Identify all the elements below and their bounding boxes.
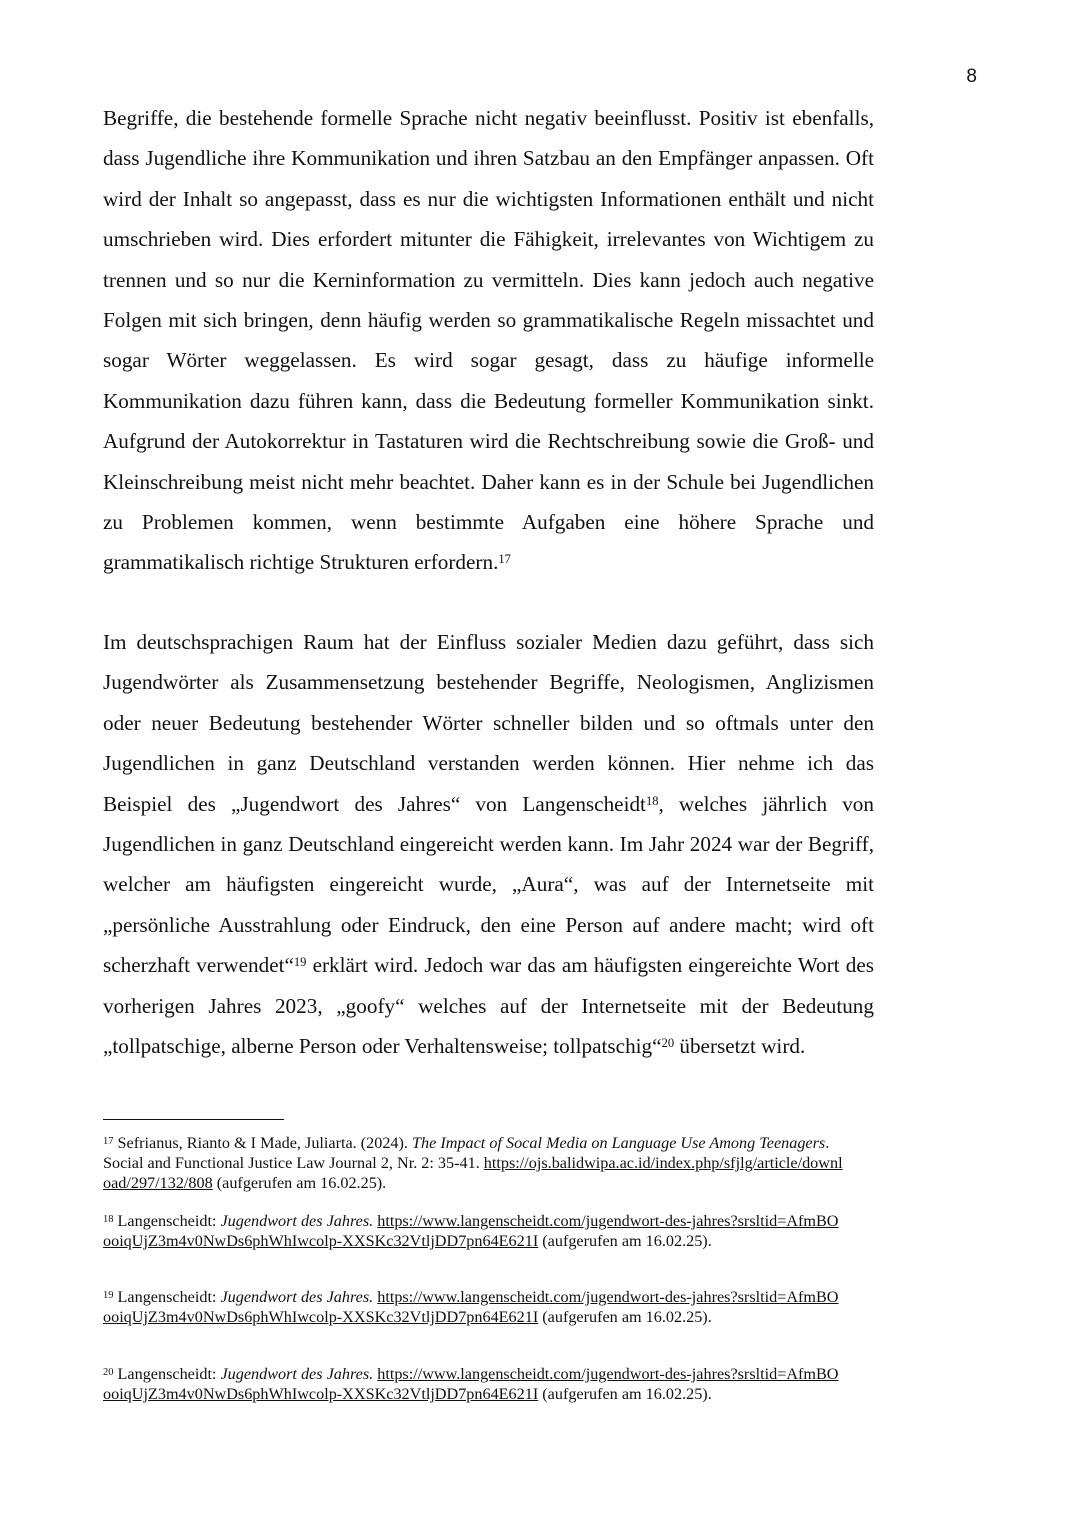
footnote-reference[interactable]: 20 bbox=[661, 1036, 675, 1051]
footnote-author: Langenscheidt: bbox=[117, 1365, 221, 1383]
footnote bbox=[103, 1133, 843, 1193]
footnote-reference[interactable]: 19 bbox=[293, 955, 307, 970]
footnote-accessed: (aufgerufen am 16.02.25). bbox=[212, 1174, 387, 1192]
footnote-author: Langenscheidt: bbox=[117, 1288, 221, 1306]
footnote-reference[interactable]: 17 bbox=[498, 552, 511, 567]
footnote-author: Sefrianus, Rianto & I Made, Juliarta. (2024). bbox=[117, 1134, 413, 1152]
footnote-link[interactable]: https://www.langenscheidt.com/jugendwort-des-jahres?srsltid=AfmBOooiqUjZ3m4v0NwDs6phWhIwcolp-XXSKc32VtljDD7pn64E621I bbox=[103, 1288, 839, 1326]
footnote-accessed: (aufgerufen am 16.02.25). bbox=[538, 1385, 712, 1403]
footnote bbox=[103, 1364, 843, 1404]
footnote-number: 20 bbox=[103, 1367, 114, 1378]
paragraph-text: Im deutschsprachigen Raum hat der Einfluss sozialer Medien dazu geführt, dass sich Jugendwörter als Zusammensetzung bestehender Begriffe, Neologismen, Anglizismen oder neuer Bedeutung bestehender Wörter schneller bilden und so oftmals unter den Jugendlichen in ganz Deutschland verstanden werden können. Hier nehme ich das Beispiel des „Jugendwort des Jahres“ von Langenscheidt bbox=[103, 630, 874, 816]
page-number: 8 bbox=[966, 66, 977, 87]
footnote-link[interactable]: https://www.langenscheidt.com/jugendwort-des-jahres?srsltid=AfmBOooiqUjZ3m4v0NwDs6phWhIwcolp-XXSKc32VtljDD7pn64E621I bbox=[103, 1365, 839, 1403]
footnote-title: Jugendwort des Jahres. bbox=[220, 1288, 374, 1306]
footnote-number: 17 bbox=[103, 1136, 114, 1147]
footnote-link[interactable]: https://www.langenscheidt.com/jugendwort-des-jahres?srsltid=AfmBOooiqUjZ3m4v0NwDs6phWhIwcolp-XXSKc32VtljDD7pn64E621I bbox=[103, 1212, 839, 1250]
footnote-number: 18 bbox=[103, 1214, 114, 1225]
footnote-accessed: (aufgerufen am 16.02.25). bbox=[538, 1232, 712, 1250]
footnote bbox=[103, 1211, 843, 1251]
footnote-title: The Impact of Socal Media on Language Use Among Teenagers bbox=[412, 1134, 826, 1152]
body-paragraph bbox=[103, 98, 874, 583]
paragraph-text: Begriffe, die bestehende formelle Sprache nicht negativ beeinflusst. Positiv ist ebenfalls, dass Jugendliche ihre Kommunikation und ihren Satzbau an den Empfänger anpassen. Oft wird der Inhalt so angepasst, dass es nur die wichtigsten Informationen enthält und nicht umschrieben wird. Dies erfordert mitunter die Fähigkeit, irrelevantes von Wichtigem zu trennen und so nur die Kerninformation zu vermitteln. Dies kann jedoch auch negative Folgen mit sich bringen, denn häufig werden so grammatikalische Regeln missachtet und sogar Wörter weggelassen. Es wird sogar gesagt, dass zu häufige informelle Kommunikation dazu führen kann, dass die Bedeutung formeller Kommunikation sinkt. Aufgrund der Autokorrektur in Tastaturen wird die Rechtschreibung sowie die Groß- und Kleinschreibung meist nicht mehr beachtet. Daher kann es in der Schule bei Jugendlichen zu Problemen kommen, wenn bestimmte Aufgaben eine höhere Sprache und grammatikalisch richtige Strukturen erfordern. bbox=[103, 106, 874, 575]
footnote-accessed: (aufgerufen am 16.02.25). bbox=[538, 1308, 712, 1326]
footnote-title: Jugendwort des Jahres. bbox=[220, 1212, 374, 1230]
footnote-number: 19 bbox=[103, 1290, 114, 1301]
footnote-author: Langenscheidt: bbox=[117, 1212, 221, 1230]
footnote-link[interactable]: https://ojs.balidwipa.ac.id/index.php/sfjlg/article/download/297/132/808 bbox=[103, 1154, 843, 1192]
footnote-title: Jugendwort des Jahres. bbox=[220, 1365, 374, 1383]
footnote bbox=[103, 1287, 843, 1327]
footnote-separator bbox=[103, 1119, 284, 1120]
paragraph-text: , welches jährlich von Jugendlichen in ganz Deutschland eingereicht werden kann. Im Jahr 2024 war der Begriff, welcher am häufigsten eingereicht wurde, „Aura“, was auf der Internetseite mit „persönliche Ausstrahlung oder Eindruck, den eine Person auf andere macht; wird oft scherzhaft verwendet“ bbox=[103, 791, 874, 978]
footnote-reference[interactable]: 18 bbox=[645, 793, 659, 808]
body-paragraph bbox=[103, 622, 874, 1066]
paragraph-text: übersetzt wird. bbox=[674, 1034, 806, 1059]
footnote-source: . Social and Functional Justice Law Journal 2, Nr. 2: 35-41. bbox=[103, 1134, 830, 1172]
paragraph-text: erklärt wird. Jedoch war das am häufigsten eingereichte Wort des vorherigen Jahres 2023, „goofy“ welches auf der Internetseite mit der Bedeutung „tollpatschige, alberne Person oder Verhaltensweise; tollpatschig“ bbox=[103, 953, 874, 1059]
